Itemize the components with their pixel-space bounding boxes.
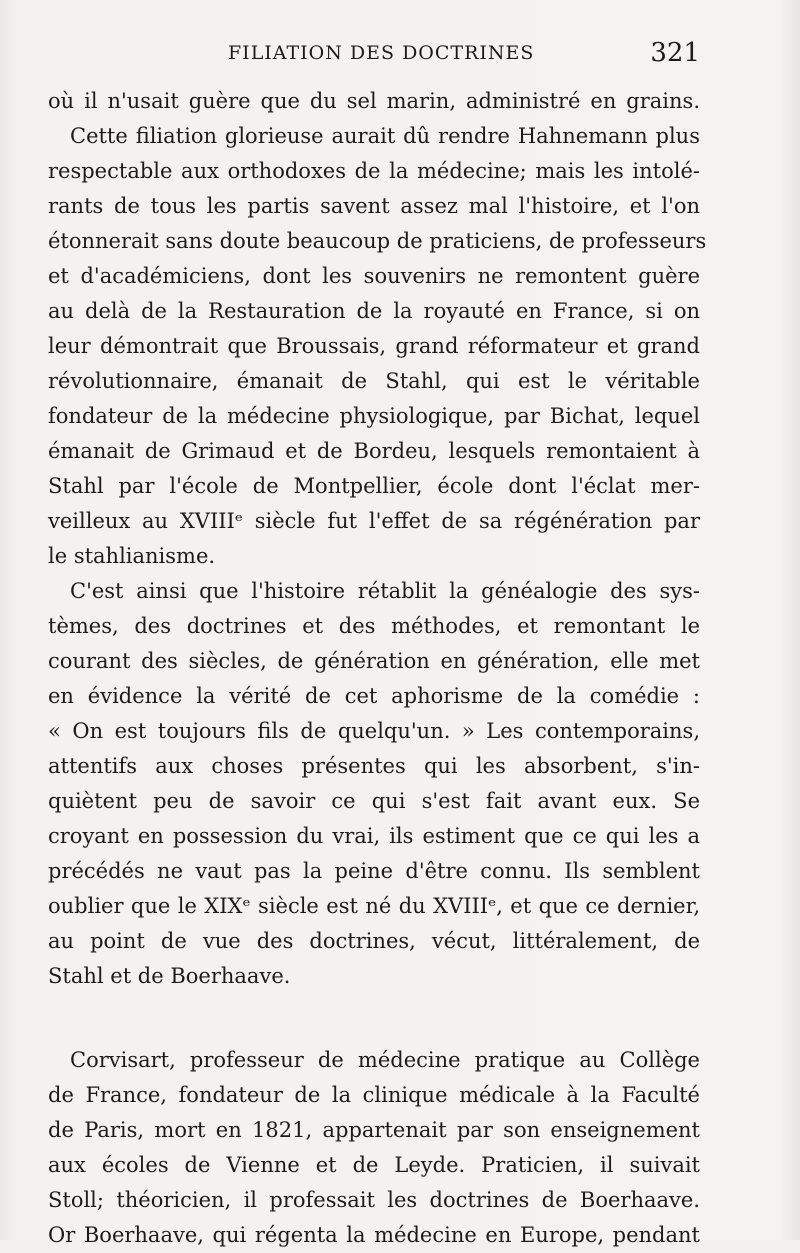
text-line: Or Boerhaave, qui régenta la médecine en Europe, pendant bbox=[48, 1223, 700, 1247]
text-line: fondateur de la médecine physiologique, par Bichat, lequel bbox=[48, 404, 700, 428]
text-line: Stahl par l'école de Montpellier, école dont l'éclat mer- bbox=[48, 474, 700, 498]
running-head: FILIATION DES DOCTRINES bbox=[228, 42, 535, 64]
text-line: de France, fondateur de la clinique médicale à la Faculté bbox=[48, 1083, 700, 1107]
page-number: 321 bbox=[650, 38, 700, 68]
body-text bbox=[48, 84, 707, 1253]
text-line: courant des siècles, de génération en génération, elle met bbox=[48, 649, 700, 673]
section-gap bbox=[48, 994, 700, 1043]
text-line: attentifs aux choses présentes qui les absorbent, s'in- bbox=[48, 754, 700, 778]
text-line: quiètent peu de savoir ce qui s'est fait avant eux. Se bbox=[48, 789, 700, 813]
text-line: au delà de la Restauration de la royauté en France, si on bbox=[48, 299, 700, 323]
text-line: oublier que le XIXᵉ siècle est né du XVIIIᵉ, et que ce dernier, bbox=[48, 894, 700, 918]
text-line: le stahlianisme. bbox=[48, 544, 216, 568]
text-line: aux écoles de Vienne et de Leyde. Praticien, il suivait bbox=[48, 1153, 700, 1177]
text-line: révolutionnaire, émanait de Stahl, qui est le véritable bbox=[48, 369, 700, 393]
text-line: veilleux au XVIIIᵉ siècle fut l'effet de sa régénération par bbox=[48, 509, 700, 533]
text-line: leur démontrait que Broussais, grand réformateur et grand bbox=[48, 334, 700, 358]
text-line: où il n'usait guère que du sel marin, administré en grains. bbox=[48, 89, 700, 113]
text-line: croyant en possession du vrai, ils estiment que ce qui les a bbox=[48, 824, 700, 848]
text-line: émanait de Grimaud et de Bordeu, lesquels remontaient à bbox=[48, 439, 700, 463]
text-line: en évidence la vérité de cet aphorisme de la comédie : bbox=[48, 684, 700, 708]
text-line: Cette filiation glorieuse aurait dû rendre Hahnemann plus bbox=[70, 124, 700, 148]
paragraph-2 bbox=[48, 574, 700, 994]
text-line: tèmes, des doctrines et des méthodes, et remontant le bbox=[48, 614, 700, 638]
text-line: rants de tous les partis savent assez mal l'histoire, et l'on bbox=[48, 194, 700, 218]
paragraph-3 bbox=[48, 1043, 700, 1253]
text-line: Stoll; théoricien, il professait les doctrines de Boerhaave. bbox=[48, 1188, 700, 1212]
text-line: précédés ne vaut pas la peine d'être connu. Ils semblent bbox=[48, 859, 700, 883]
text-line: étonnerait sans doute beaucoup de praticiens, de professeurs bbox=[48, 229, 707, 253]
text-line: « On est toujours fils de quelqu'un. » Les contemporains, bbox=[48, 719, 700, 743]
paragraph-1 bbox=[48, 84, 707, 574]
text-line: de Paris, mort en 1821, appartenait par son enseignement bbox=[48, 1118, 700, 1142]
text-line: respectable aux orthodoxes de la médecine; mais les intolé- bbox=[48, 159, 700, 183]
text-line: Stahl et de Boerhaave. bbox=[48, 964, 291, 988]
page-header bbox=[48, 38, 700, 74]
text-line: Corvisart, professeur de médecine pratique au Collège bbox=[70, 1048, 700, 1072]
text-line: C'est ainsi que l'histoire rétablit la généalogie des sys- bbox=[70, 579, 700, 603]
text-line: au point de vue des doctrines, vécut, littéralement, de bbox=[48, 929, 700, 953]
text-line: et d'académiciens, dont les souvenirs ne remontent guère bbox=[48, 264, 700, 288]
